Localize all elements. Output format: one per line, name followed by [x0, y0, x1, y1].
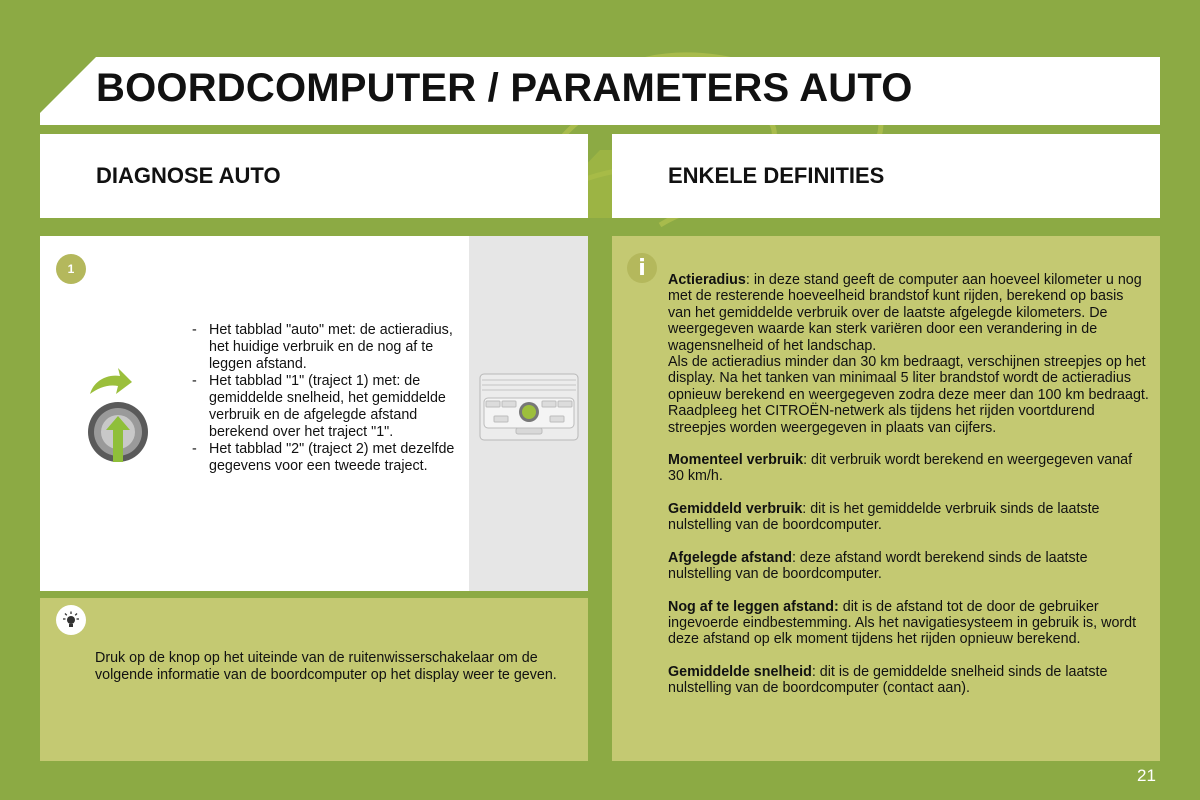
definition-text: : in deze stand geeft de computer aan hoeveel kilometer u nog met de resterende hoeveelheid brandstof kunt rijden, berekend op basis van het gemiddelde verbruik over de laatste afgelegde kilometers. De weergegeven waarde kan sterk variëren door een verandering in de wagensnelheid of het landschap. — [668, 272, 1142, 354]
definition-gemiddeld-verbruik — [668, 501, 1150, 534]
definition-afgelegde-afstand — [668, 550, 1150, 583]
list-item: - Het tabblad "auto" met: de actieradius, het huidige verbruik en de nog af te leggen afstand. — [192, 322, 462, 373]
definition-term: Gemiddelde snelheid — [668, 663, 812, 680]
definition-term: Nog af te leggen afstand: — [668, 598, 839, 615]
definitions-section-title: ENKELE DEFINITIES — [668, 163, 885, 188]
definition-text: : dit verbruik wordt berekend en weergegeven vanaf 30 km/h. — [668, 452, 1133, 485]
info-icon: i — [627, 253, 657, 283]
tip-text: Druk op de knop op het uiteinde van de ruitenwisserschakelaar om de volgende informatie van de boordcomputer op het display weer te geven. — [95, 650, 557, 683]
definition-text: : dit is de gemiddelde snelheid sinds de laatste nulstelling van de boordcomputer (contact aan). — [668, 663, 1108, 697]
definition-text: : deze afstand wordt berekend sinds de laatste nulstelling van de boordcomputer. — [668, 549, 1088, 583]
definition-gemiddelde-snelheid — [668, 664, 1150, 697]
definition-nog-af-te-leggen-afstand — [668, 599, 1150, 648]
definitions-list — [668, 272, 1150, 713]
definition-text: Als de actieradius minder dan 30 km bedraagt, verschijnen streepjes op het display. Na het tanken van minimaal 5 liter brandstof wordt de actieradius opnieuw berekend en weergegeven zodra deze meer dan 100 km bedraagt. — [668, 354, 1149, 403]
step-number-badge: 1 — [56, 254, 86, 284]
definition-term: Gemiddeld verbruik — [668, 500, 803, 517]
definition-momenteel-verbruik — [668, 452, 1150, 485]
diagnose-section-title: DIAGNOSE AUTO — [96, 163, 281, 188]
definition-text: dit is de afstand tot de door de gebruiker ingevoerde eindbestemming. Als het navigatiesysteem in gebruik is, wordt deze afstand op elk moment tijdens het rijden opnieuw berekend. — [668, 598, 1137, 648]
definition-actieradius — [668, 272, 1150, 436]
definition-text: : dit is het gemiddelde verbruik sinds de laatste nulstelling van de boordcomputer. — [668, 500, 1100, 534]
page-title: BOORDCOMPUTER / PARAMETERS AUTO — [96, 66, 913, 110]
page-number: 21 — [1137, 766, 1156, 785]
stalk-button-icon — [80, 364, 156, 468]
list-item: - Het tabblad "2" (traject 2) met dezelfde gegevens voor een tweede traject. — [192, 441, 462, 475]
steps-list — [192, 322, 462, 475]
lightbulb-icon — [56, 605, 86, 635]
definition-text: Raadpleeg het CITROËN-netwerk als tijdens het rijden voortdurend streepjes worden weergegeven in plaats van cijfers. — [668, 403, 1095, 436]
definition-term: Afgelegde afstand — [668, 549, 792, 566]
list-item: - Het tabblad "1" (traject 1) met: de gemiddelde snelheid, het gemiddelde verbruik en de afgelegde afstand berekend over het traject "1". — [192, 373, 462, 441]
definition-term: Actieradius — [668, 272, 746, 288]
definition-term: Momenteel verbruik — [668, 452, 804, 469]
control-panel-illustration — [478, 372, 580, 442]
